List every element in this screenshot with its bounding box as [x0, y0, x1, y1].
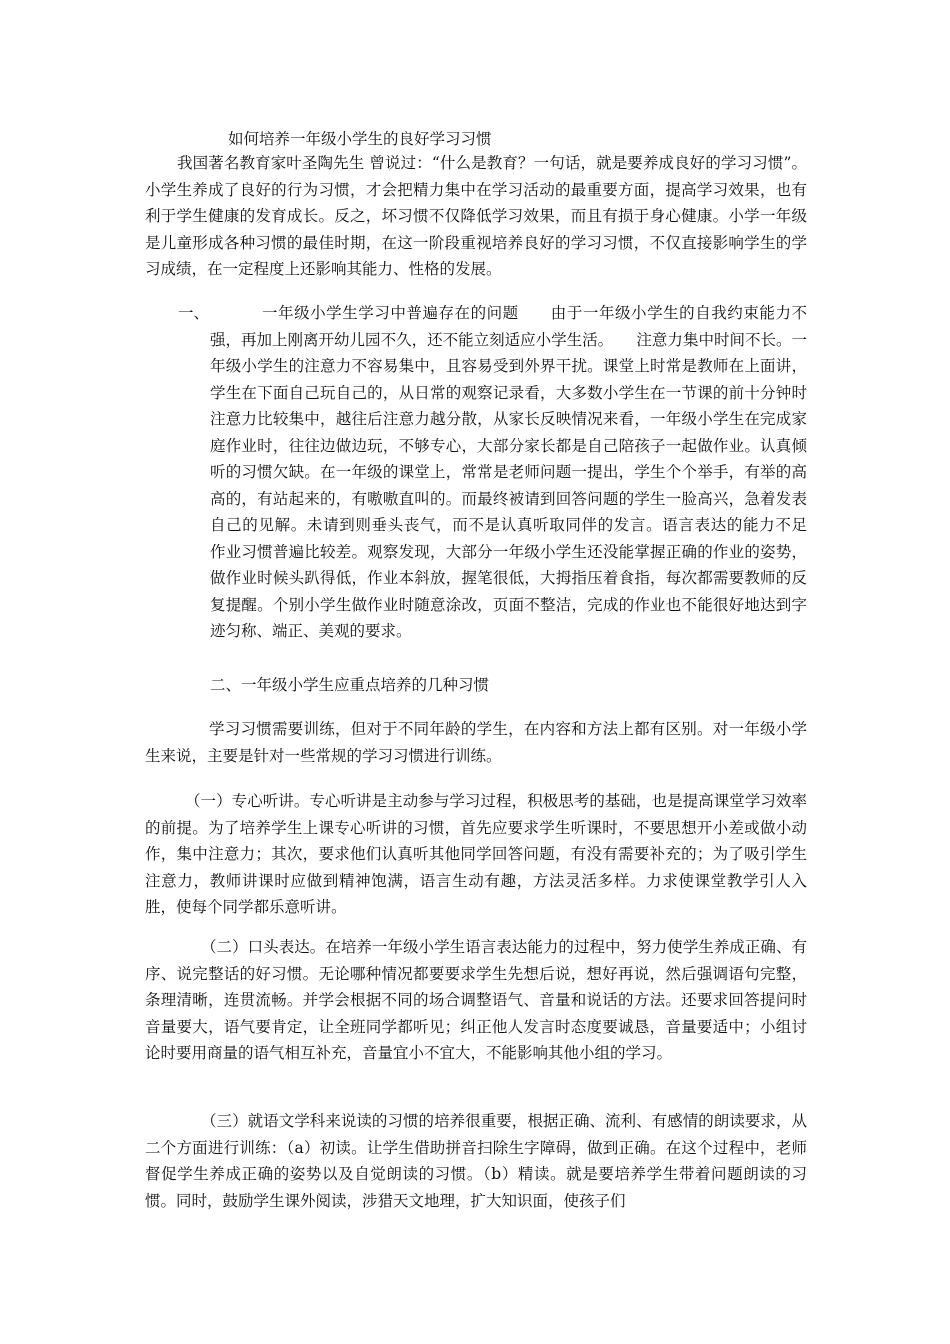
speaking-paragraph: （二）口头表达。在培养一年级小学生语言表达能力的过程中，努力使学生养成正确、有序、说完整话的好习惯。无论哪种情况都要要求学生先想后说，想好再说，然后强调语句完整，条理清晰，连贯流畅。并学会根据不同的场合调整语气、音量和说话的方法。还要求回答提问时音量要大，语气要肯定，让全班同学都听见；纠正他人发言时态度要诚恳，音量要适中；小组讨论时要用商量的语气相互补充，音量宜小不宜大，不能影响其他小组的学习。: [145, 938, 807, 1062]
intro-paragraph: 我国著名教育家叶圣陶先生 曾说过：“什么是教育？一句话，就是要养成良好的学习习惯”。小学生养成了良好的行为习惯，才会把精力集中在学习活动的最重要方面，提高学习效果，也有利于学生健康的发育成长。反之，坏习惯不仅降低学习效果，而且有损于身心健康。小学一年级是儿童形成各种习惯的最佳时期，在这一阶段重视培养良好的学习习惯，不仅直接影响学生的学习成绩，在一定程度上还影响其能力、性格的发展。: [145, 154, 807, 278]
section-one-number: 一、: [178, 304, 210, 322]
listening-paragraph: （一）专心听讲。专心听讲是主动参与学习过程，积极思考的基础，也是提高课堂学习效率的前提。为了培养学生上课专心听讲的习惯，首先应要求学生听课时，不要思想开小差或做小动作，集中注意力；其次，要求他们认真听其他同学回答问题，有没有需要补充的；为了吸引学生注意力，教师讲课时应做到精神饱满，语言生动有趣，方法灵活多样。力求使课堂教学引人入胜，使每个同学都乐意听讲。: [145, 792, 807, 916]
section-one-body: 一年级小学生学习中普遍存在的问题 由于一年级小学生的自我约束能力不强，再加上刚离开幼儿园不久，还不能立刻适应小学生活。 注意力集中时间不长。一年级小学生的注意力不容易集中，且容易受到外界干扰。课堂上时常是教师在上面讲，学生在下面自己玩自己的，从日常的观察记录看，大多数小学生在一节课的前十分钟时注意力比较集中，越往后注意力越分散，从家长反映情况来看，一年级小学生在完成家庭作业时，往往边做边玩，不够专心，大部分家长都是自己陪孩子一起做作业。认真倾听的习惯欠缺。在一年级的课堂上，常常是老师问题一提出，学生个个举手，有举的高高的，有站起来的，有嗷嗷直叫的。而最终被请到回答问题的学生一脸高兴，急着发表自己的见解。未请到则垂头丧气，而不是认真听取同伴的发言。语言表达的能力不足 作业习惯普遍比较差。观察发现，大部分一年级小学生还没能掌握正确的作业的姿势，做作业时候头趴得低，作业本斜放，握笔很低，大拇指压着食指，每次都需要教师的反复提醒。个别小学生做作业时随意涂改，页面不整洁，完成的作业也不能很好地达到字迹匀称、端正、美观的要求。: [210, 304, 823, 640]
section-two-heading: 二、一年级小学生应重点培养的几种习惯: [210, 676, 490, 694]
habits-intro-paragraph: 学习习惯需要训练，但对于不同年龄的学生，在内容和方法上都有区别。对一年级小学生来说，主要是针对一些常规的学习习惯进行训练。: [145, 720, 807, 765]
document-title: 如何培养一年级小学生的良好学习习惯: [228, 130, 492, 148]
reading-paragraph: （三）就语文学科来说读的习惯的培养很重要，根据正确、流利、有感情的朗读要求，从二个方面进行训练：（a）初读。让学生借助拼音扫除生字障碍，做到正确。在这个过程中，老师督促学生养成正确的姿势以及自觉朗读的习惯。（b）精读。就是要培养学生带着问题朗读的习惯。同时，鼓励学生课外阅读，涉猎天文地理，扩大知识面，使孩子们: [145, 1112, 807, 1210]
